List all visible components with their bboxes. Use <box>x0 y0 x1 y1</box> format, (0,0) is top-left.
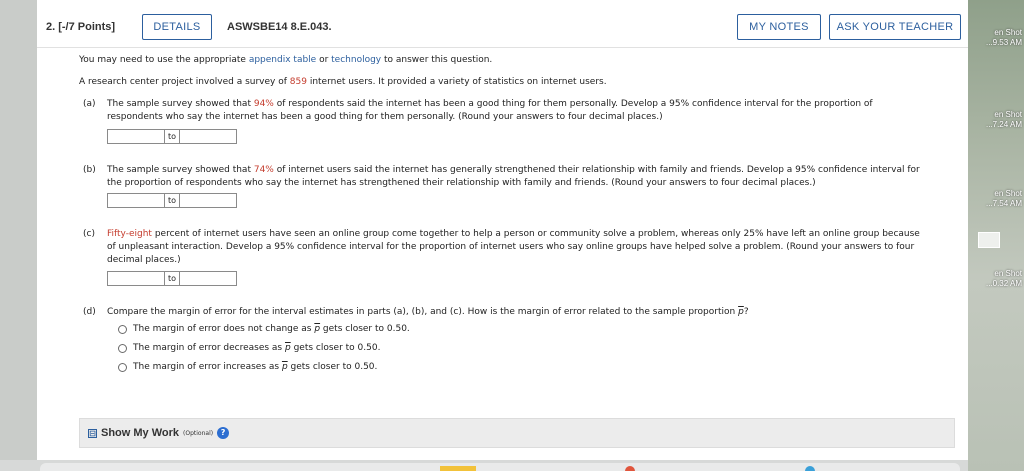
part-c-label: (c) <box>83 229 95 239</box>
details-button[interactable]: DETAILS <box>142 14 212 40</box>
option-decreases[interactable] <box>118 342 380 354</box>
option-increases[interactable] <box>118 361 377 373</box>
part-text: The sample survey showed that <box>107 99 254 109</box>
option-text: gets closer to 0.50. <box>290 343 381 353</box>
expand-toggle-icon[interactable]: ⊟ <box>89 428 96 438</box>
option-does-not-change[interactable] <box>118 323 410 335</box>
file-name: en Shot <box>994 110 1022 119</box>
my-notes-button[interactable]: MY NOTES <box>737 14 821 40</box>
dock-app-icon[interactable] <box>805 466 815 471</box>
ask-your-teacher-button[interactable]: ASK YOUR TEACHER <box>829 14 961 40</box>
dock-app-icon[interactable] <box>440 466 476 471</box>
radio-button[interactable] <box>118 363 127 372</box>
desktop-file-screenshot-4[interactable] <box>968 269 1024 289</box>
intro-line-1 <box>79 54 492 66</box>
sample-size-value: 859 <box>289 77 307 87</box>
screenshot-thumbnail <box>978 232 1000 248</box>
intro-text: internet users. It provided a variety of statistics on internet users. <box>306 77 607 87</box>
part-b-percent: 74% <box>253 165 274 175</box>
part-b-upper-input[interactable] <box>179 193 237 208</box>
file-name: en Shot <box>994 28 1022 37</box>
dock-app-icon[interactable] <box>625 466 635 471</box>
part-text: of internet users said the internet has generally strengthened their relationship with family and friends. Develop a 95% confidence interval for <box>273 165 920 175</box>
question-header <box>37 0 968 48</box>
part-text: ? <box>743 307 749 317</box>
desktop-file-screenshot-1[interactable] <box>968 28 1024 48</box>
part-a-upper-input[interactable] <box>179 129 237 144</box>
part-a-label: (a) <box>83 99 96 109</box>
part-a-lower-input[interactable] <box>107 129 165 144</box>
part-b-lower-input[interactable] <box>107 193 165 208</box>
question-number: 2. [-/7 Points] <box>46 21 116 33</box>
part-a-percent: 94% <box>253 99 274 109</box>
desktop-file-screenshot-2[interactable] <box>968 110 1024 130</box>
part-c-text-1 <box>107 228 920 240</box>
part-b-answer-row <box>107 193 237 208</box>
option-label <box>133 361 377 373</box>
p-bar-symbol: $\overline{p}$ <box>314 324 321 334</box>
part-text: of respondents said the internet has been a good thing for them personally. Develop a 95% confidence interval for the proportion of <box>273 99 873 109</box>
radio-button[interactable] <box>118 325 127 334</box>
option-text: gets closer to 0.50. <box>287 362 378 372</box>
part-c-percent: Fifty-eight <box>107 229 152 239</box>
part-c-upper-input[interactable] <box>179 271 237 286</box>
part-a-text-2: respondents who say the internet has been a good thing for them personally. (Round your answers to four decimal places.) <box>107 112 663 122</box>
part-c-answer-row <box>107 271 237 286</box>
to-label: to <box>165 129 179 144</box>
part-text: Compare the margin of error for the interval estimates in parts (a), (b), and (c). How is the margin of error related to the sample proportion <box>107 307 739 317</box>
radio-button[interactable] <box>118 344 127 353</box>
intro-text: to answer this question. <box>381 55 493 65</box>
option-text: The margin of error decreases as <box>133 343 285 353</box>
part-c-text-2: of unpleasant interaction. Develop a 95% confidence interval for the proportion of internet users who say online groups have helped solve a problem. (Round your answers to four <box>107 242 915 252</box>
desktop-background <box>968 0 1024 471</box>
dock-bar <box>40 463 960 471</box>
part-b-text-2: the proportion of respondents who say the internet has strengthened their relationship with family and friends. (Round your answers to four decimal places.) <box>107 178 816 188</box>
option-text: gets closer to 0.50. <box>320 324 410 334</box>
question-code: ASWSBE14 8.E.043. <box>227 21 332 33</box>
show-my-work-label[interactable]: Show My Work <box>101 427 180 439</box>
file-time: ...7.24 AM <box>985 120 1022 129</box>
part-a-answer-row <box>107 129 237 144</box>
part-d-question <box>107 306 749 318</box>
optional-label: (Optional) <box>183 429 214 437</box>
p-bar-symbol: $\overline{p}$ <box>738 307 744 317</box>
file-name: en Shot <box>994 189 1022 198</box>
question-panel <box>37 0 968 471</box>
file-time: ...0.32 AM <box>985 279 1022 288</box>
part-a-text-1 <box>107 98 873 110</box>
help-icon[interactable]: ? <box>217 427 229 439</box>
part-d-label: (d) <box>83 307 96 317</box>
desktop-file-screenshot-3[interactable] <box>968 189 1024 209</box>
part-c-lower-input[interactable] <box>107 271 165 286</box>
p-bar-symbol: $\overline{p}$ <box>281 362 288 372</box>
intro-text: You may need to use the appropriate <box>79 55 249 65</box>
file-name: en Shot <box>994 269 1022 278</box>
file-time: ...7.54 AM <box>985 199 1022 208</box>
intro-line-2 <box>79 76 607 88</box>
option-label <box>133 342 380 354</box>
part-c-text-3: decimal places.) <box>107 255 181 265</box>
part-b-label: (b) <box>83 165 96 175</box>
p-bar-symbol: $\overline{p}$ <box>284 343 291 353</box>
to-label: to <box>165 193 179 208</box>
part-b-text-1 <box>107 164 920 176</box>
option-text: The margin of error increases as <box>133 362 282 372</box>
option-text: The margin of error does not change as <box>133 324 315 334</box>
intro-text: A research center project involved a survey of <box>79 77 290 87</box>
intro-text: or <box>316 55 332 65</box>
option-label <box>133 323 410 335</box>
file-time: ...9.53 AM <box>985 38 1022 47</box>
part-text: percent of internet users have seen an online group come together to help a person or community solve a problem, whereas only 25% have left an online group because <box>151 229 920 239</box>
show-my-work-bar[interactable] <box>79 418 955 448</box>
appendix-table-link[interactable]: appendix table <box>248 55 317 65</box>
technology-link[interactable]: technology <box>331 55 382 65</box>
part-text: The sample survey showed that <box>107 165 254 175</box>
to-label: to <box>165 271 179 286</box>
